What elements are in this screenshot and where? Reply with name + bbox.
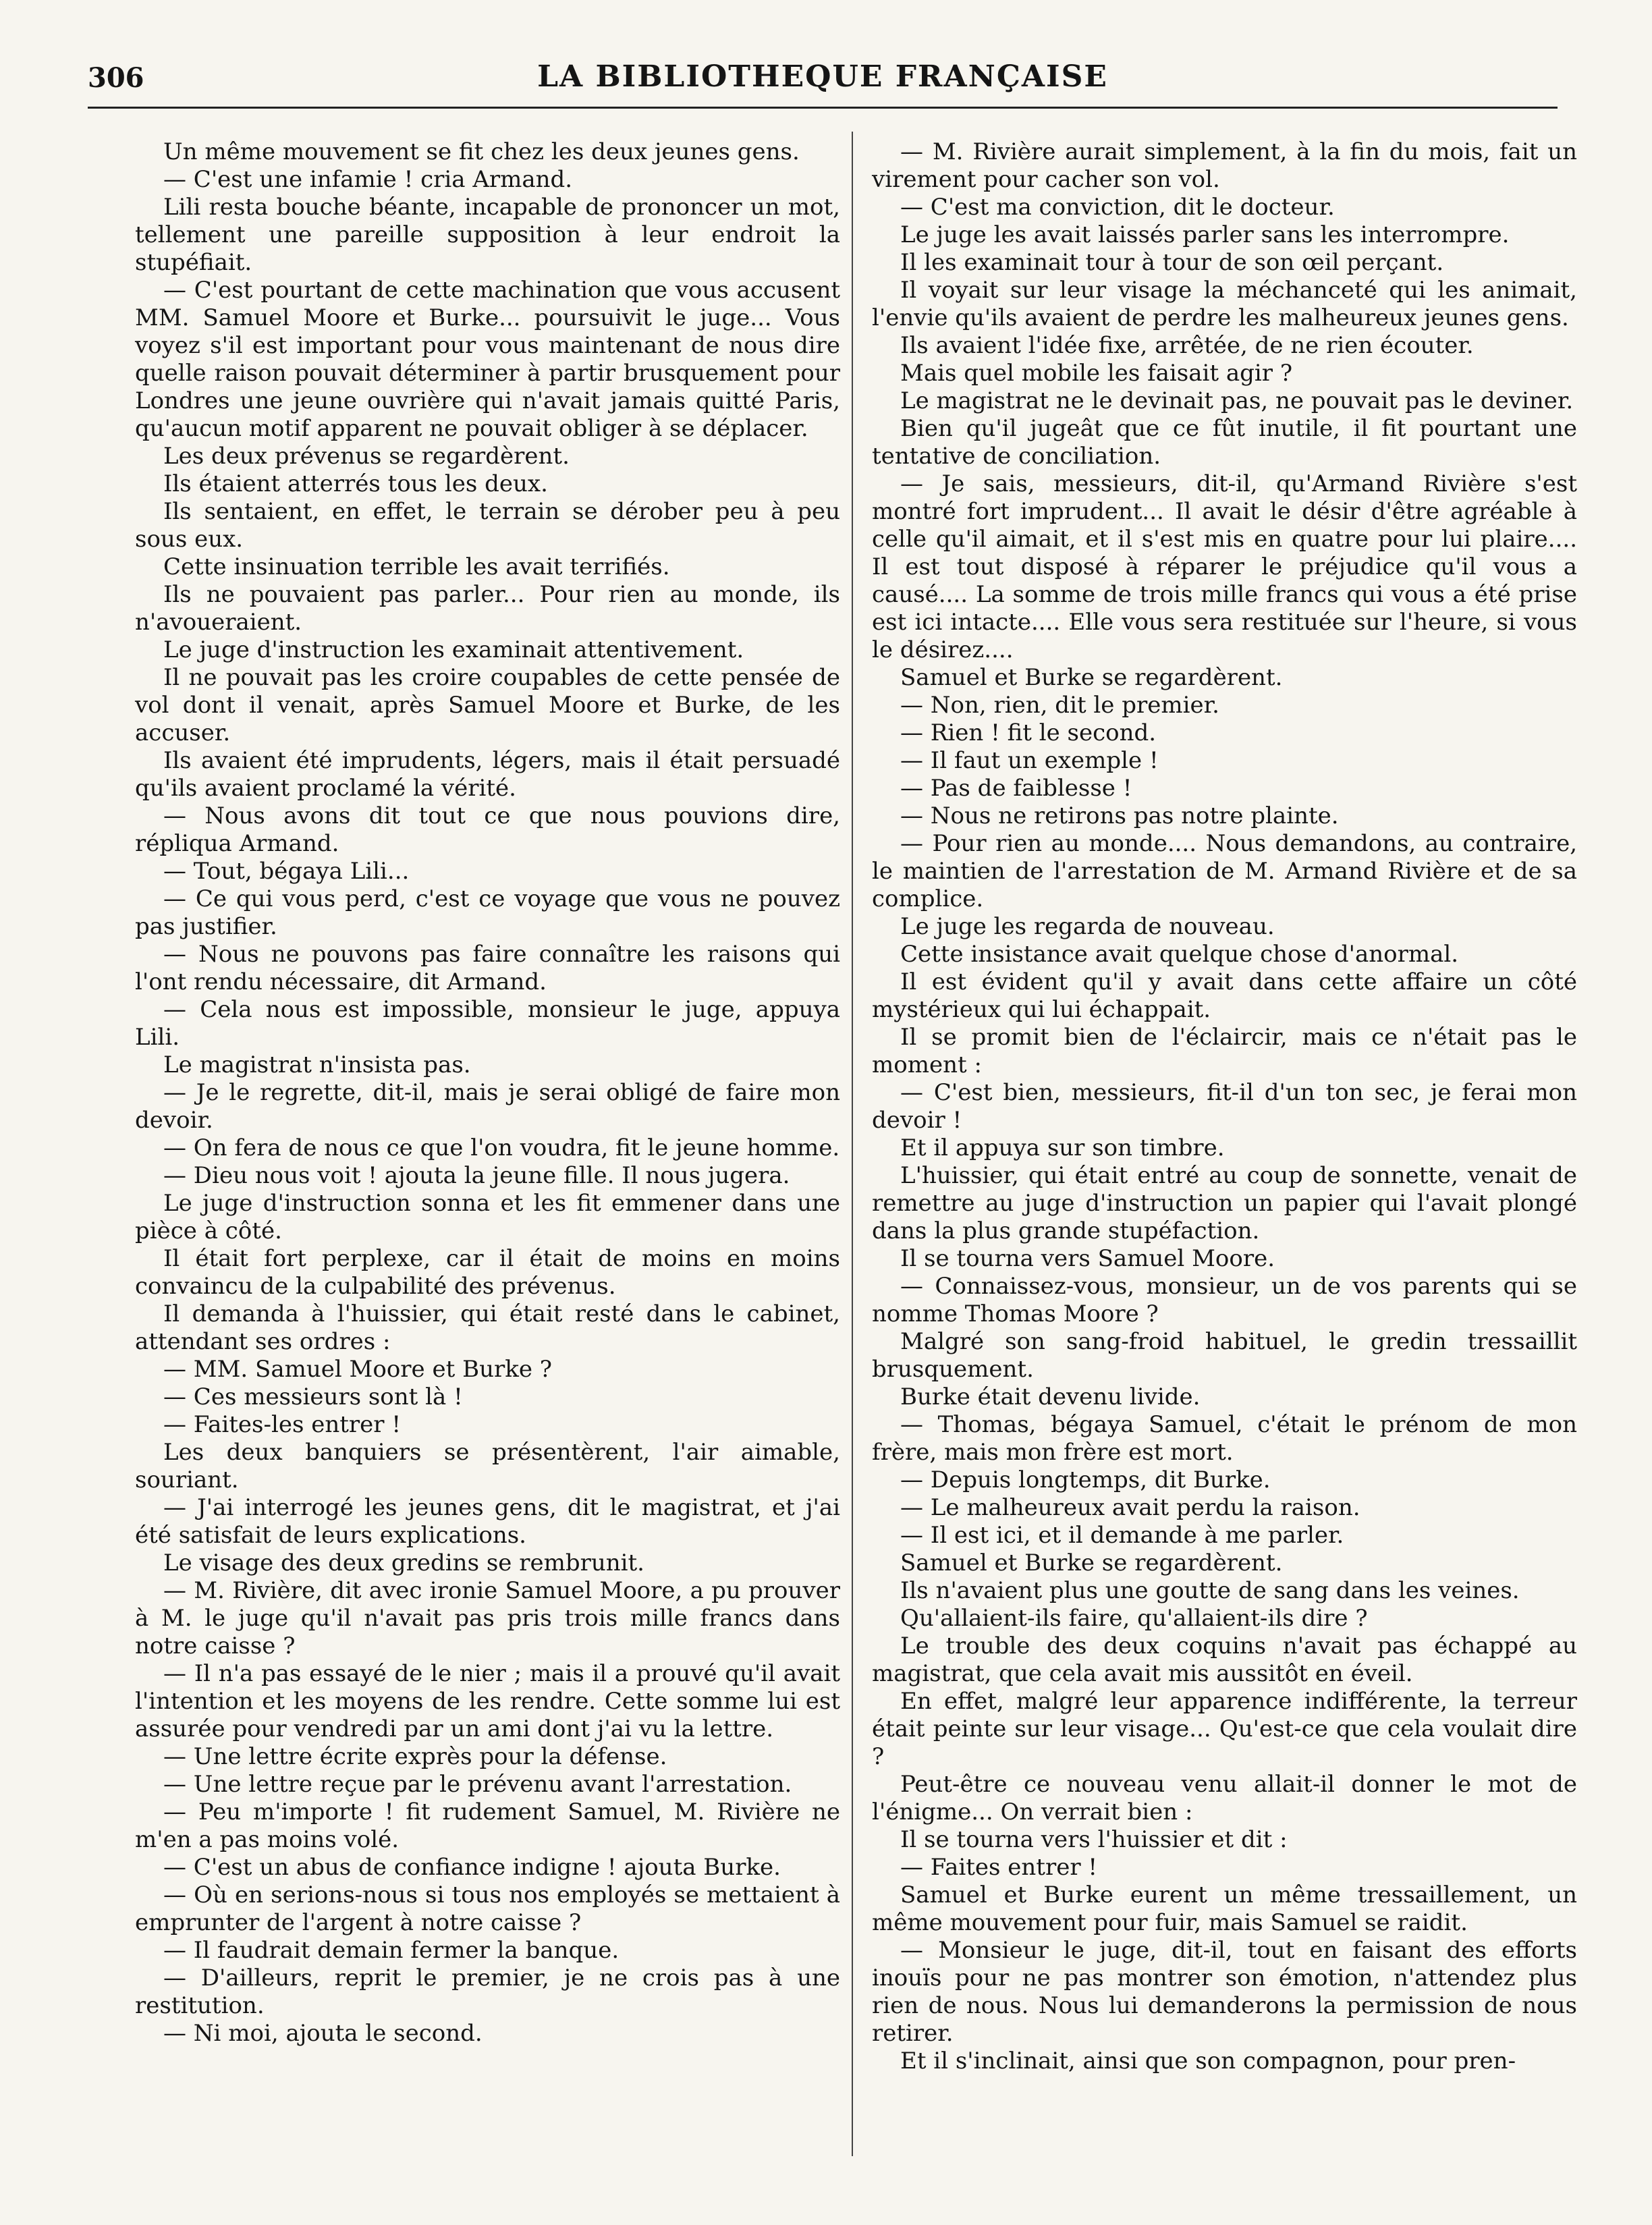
page-number: 306 [88, 62, 144, 94]
paragraph: — Non, rien, dit le premier. [900, 692, 1219, 719]
paragraph: Il ne pouvait pas les croire coupables de cette pensée de vol dont il venait, après Samuel Moore et Burke, de les accuser. [135, 664, 840, 746]
paragraph: Et il s'inclinait, ainsi que son compagnon, pour pren- [900, 2048, 1516, 2075]
paragraph: — Tout, bégaya Lili... [163, 858, 410, 885]
paragraph: — C'est bien, messieurs, fit-il d'un ton sec, je ferai mon devoir ! [872, 1079, 1577, 1134]
paragraph: Ils ne pouvaient pas parler... Pour rien au monde, ils n'avoueraient. [135, 581, 840, 636]
paragraph: — Je sais, messieurs, dit-il, qu'Armand Rivière s'est montré fort imprudent... Il avait le désir d'être agréable à celle qu'il aimait, et il s'est mis en quatre pour lui plaire.... Il est tout disposé à réparer le préjudice qu'il vous a causé.... La somme de trois mille francs qui vous a été prise est ici intacte.... Elle vous sera restituée sur l'heure, si vous le désirez.... [872, 470, 1577, 663]
paragraph: — D'ailleurs, reprit le premier, je ne crois pas à une restitution. [135, 1965, 840, 2019]
column-divider [852, 132, 853, 2156]
paragraph: Ils avaient l'idée fixe, arrêtée, de ne rien écouter. [900, 332, 1474, 359]
paragraph: — Nous ne pouvons pas faire connaître les raisons qui l'ont rendu nécessaire, dit Armand. [135, 941, 840, 995]
paragraph: Un même mouvement se fit chez les deux jeunes gens. [163, 138, 800, 165]
paragraph: — C'est pourtant de cette machination que vous accusent MM. Samuel Moore et Burke... poursuivit le juge... Vous voyez s'il est important pour vous maintenant de nous dire quelle raison pouvait déterminer à partir brusquement pour Londres une jeune ouvrière qui n'avait jamais quitté Paris, qu'aucun motif apparent ne pouvait obliger à se déplacer. [135, 277, 840, 442]
paragraph: — On fera de nous ce que l'on voudra, fit le jeune homme. [163, 1134, 840, 1161]
paragraph: Les deux banquiers se présentèrent, l'air aimable, souriant. [135, 1439, 840, 1493]
paragraph: — Ni moi, ajouta le second. [163, 2020, 483, 2047]
paragraph: — Thomas, bégaya Samuel, c'était le prénom de mon frère, mais mon frère est mort. [872, 1411, 1577, 1466]
paragraph: Il était fort perplexe, car il était de moins en moins convaincu de la culpabilité des prévenus. [135, 1245, 840, 1300]
paragraph: Cette insinuation terrible les avait terrifiés. [163, 553, 670, 580]
paragraph: — Dieu nous voit ! ajouta la jeune fille. Il nous jugera. [163, 1162, 790, 1189]
paragraph: Il voyait sur leur visage la méchanceté qui les animait, l'envie qu'ils avaient de perdre les malheureux jeunes gens. [872, 277, 1577, 331]
paragraph: Les deux prévenus se regardèrent. [163, 443, 570, 470]
paragraph: Ils n'avaient plus une goutte de sang dans les veines. [900, 1577, 1520, 1604]
paragraph: — C'est ma conviction, dit le docteur. [900, 194, 1335, 221]
paragraph: Il se tourna vers l'huissier et dit : [900, 1826, 1288, 1853]
paragraph: — Depuis longtemps, dit Burke. [900, 1466, 1271, 1493]
paragraph: — Il n'a pas essayé de le nier ; mais il a prouvé qu'il avait l'intention et les moyens de les rendre. Cette somme lui est assurée pour vendredi par un ami dont j'ai vu la lettre. [135, 1660, 840, 1742]
paragraph: — Je le regrette, dit-il, mais je serai obligé de faire mon devoir. [135, 1079, 840, 1134]
paragraph: Le juge d'instruction sonna et les fit emmener dans une pièce à côté. [135, 1190, 840, 1244]
paragraph: L'huissier, qui était entré au coup de sonnette, venait de remettre au juge d'instruction un papier qui l'avait plongé dans la plus grande stupéfaction. [872, 1162, 1577, 1244]
paragraph: — Une lettre reçue par le prévenu avant l'arrestation. [163, 1771, 792, 1798]
paragraph: — M. Rivière, dit avec ironie Samuel Moore, a pu prouver à M. le juge qu'il n'avait pas pris trois mille francs dans notre caisse ? [135, 1577, 840, 1659]
paragraph: Lili resta bouche béante, incapable de prononcer un mot, tellement une pareille supposition à leur endroit la stupéfiait. [135, 194, 840, 276]
paragraph: — C'est un abus de confiance indigne ! ajouta Burke. [163, 1854, 781, 1881]
paragraph: Qu'allaient-ils faire, qu'allaient-ils dire ? [900, 1605, 1368, 1632]
paragraph: Burke était devenu livide. [900, 1383, 1201, 1410]
paragraph: — Peu m'importe ! fit rudement Samuel, M. Rivière ne m'en a pas moins volé. [135, 1798, 840, 1853]
paragraph: Ils avaient été imprudents, légers, mais il était persuadé qu'ils avaient proclamé la vérité. [135, 747, 840, 802]
paragraph: — Le malheureux avait perdu la raison. [900, 1494, 1360, 1521]
paragraph: — Faites-les entrer ! [163, 1411, 401, 1438]
paragraph: Le trouble des deux coquins n'avait pas échappé au magistrat, que cela avait mis aussitôt en éveil. [872, 1632, 1577, 1687]
paragraph: Malgré son sang-froid habituel, le gredin tressaillit brusquement. [872, 1328, 1577, 1383]
paragraph: Le visage des deux gredins se rembrunit. [163, 1549, 644, 1576]
paragraph: — Faites entrer ! [900, 1854, 1098, 1881]
paragraph: Le juge d'instruction les examinait attentivement. [163, 636, 744, 663]
paragraph: Samuel et Burke se regardèrent. [900, 1549, 1283, 1576]
left-text-column [135, 138, 840, 2048]
paragraph: Il se promit bien de l'éclaircir, mais ce n'était pas le moment : [872, 1024, 1577, 1078]
right-text-column [872, 138, 1577, 2075]
paragraph: Mais quel mobile les faisait agir ? [900, 360, 1293, 387]
paragraph: — Cela nous est impossible, monsieur le juge, appuya Lili. [135, 996, 840, 1051]
paragraph: Le juge les avait laissés parler sans les interrompre. [900, 221, 1510, 248]
paragraph: — MM. Samuel Moore et Burke ? [163, 1356, 552, 1383]
paragraph: Il demanda à l'huissier, qui était resté dans le cabinet, attendant ses ordres : [135, 1300, 840, 1355]
paragraph: — Il faut un exemple ! [900, 747, 1159, 774]
paragraph: — Pour rien au monde.... Nous demandons, au contraire, le maintien de l'arrestation de M. Armand Rivière et de sa complice. [872, 830, 1577, 912]
paragraph: — Il est ici, et il demande à me parler. [900, 1522, 1344, 1549]
paragraph: — Une lettre écrite exprès pour la défense. [163, 1743, 667, 1770]
paragraph: Il les examinait tour à tour de son œil perçant. [900, 249, 1444, 276]
paragraph: — Où en serions-nous si tous nos employés se mettaient à emprunter de l'argent à notre caisse ? [135, 1881, 840, 1936]
paragraph: Et il appuya sur son timbre. [900, 1134, 1225, 1161]
paragraph: Samuel et Burke se regardèrent. [900, 664, 1283, 691]
paragraph: Ils étaient atterrés tous les deux. [163, 470, 548, 497]
paragraph: — Pas de faiblesse ! [900, 775, 1132, 802]
paragraph: Cette insistance avait quelque chose d'anormal. [900, 941, 1459, 968]
paragraph: — Connaissez-vous, monsieur, un de vos parents qui se nomme Thomas Moore ? [872, 1273, 1577, 1327]
paragraph: Peut-être ce nouveau venu allait-il donner le mot de l'énigme... On verrait bien : [872, 1771, 1577, 1825]
paragraph: — Il faudrait demain fermer la banque. [163, 1937, 620, 1964]
paragraph: — Ces messieurs sont là ! [163, 1383, 463, 1410]
paragraph: — Nous ne retirons pas notre plainte. [900, 802, 1339, 829]
paragraph: — Monsieur le juge, dit-il, tout en faisant des efforts inouïs pour ne pas montrer son émotion, n'attendez plus rien de nous. Nous lui demanderons la permission de nous retirer. [872, 1937, 1577, 2047]
paragraph: — Nous avons dit tout ce que nous pouvions dire, répliqua Armand. [135, 802, 840, 857]
paragraph: Le juge les regarda de nouveau. [900, 913, 1275, 940]
paragraph: Ils sentaient, en effet, le terrain se dérober peu à peu sous eux. [135, 498, 840, 553]
paragraph: — M. Rivière aurait simplement, à la fin du mois, fait un virement pour cacher son vol. [872, 138, 1577, 193]
paragraph: Samuel et Burke eurent un même tressaillement, un même mouvement pour fuir, mais Samuel se raidit. [872, 1881, 1577, 1936]
paragraph: — C'est une infamie ! cria Armand. [163, 166, 573, 193]
paragraph: Bien qu'il jugeât que ce fût inutile, il fit pourtant une tentative de conciliation. [872, 415, 1577, 470]
page-header [88, 59, 1558, 109]
paragraph: Le magistrat ne le devinait pas, ne pouvait pas le deviner. [900, 387, 1574, 414]
paragraph: Le magistrat n'insista pas. [163, 1051, 471, 1078]
running-title: LA BIBLIOTHEQUE FRANÇAISE [537, 59, 1108, 94]
paragraph: — Rien ! fit le second. [900, 719, 1157, 746]
paragraph: En effet, malgré leur apparence indifférente, la terreur était peinte sur leur visage... Qu'est-ce que cela voulait dire ? [872, 1688, 1577, 1770]
paragraph: Il se tourna vers Samuel Moore. [900, 1245, 1275, 1272]
paragraph: — Ce qui vous perd, c'est ce voyage que vous ne pouvez pas justifier. [135, 885, 840, 940]
paragraph: — J'ai interrogé les jeunes gens, dit le magistrat, et j'ai été satisfait de leurs explications. [135, 1494, 840, 1549]
paragraph: Il est évident qu'il y avait dans cette affaire un côté mystérieux qui lui échappait. [872, 968, 1577, 1023]
